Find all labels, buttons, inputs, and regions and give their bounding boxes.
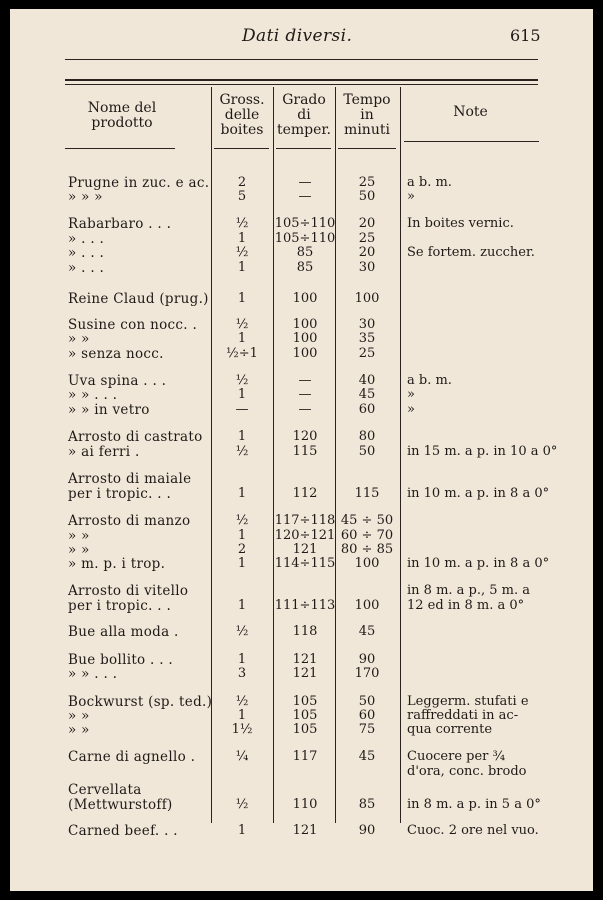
product-name: (Mettwurstoff) <box>68 797 173 813</box>
boite-size: ½ <box>235 513 249 528</box>
time-minutes: 20 <box>358 216 376 231</box>
note: Se fortem. zuccher. <box>407 245 535 260</box>
time-minutes: 100 <box>354 556 380 571</box>
temperature: 105÷110 <box>274 231 336 246</box>
boite-size: 1 <box>237 708 247 723</box>
time-minutes: 80 ÷ 85 <box>340 542 394 557</box>
temperature: 121 <box>292 652 318 667</box>
page-number: 615 <box>510 26 541 45</box>
product-name: Arrosto di vitello <box>68 583 189 599</box>
product-name: Reine Claud (prug.) <box>68 291 209 307</box>
product-name: per i tropic. . . <box>68 598 172 614</box>
time-minutes: 50 <box>358 694 376 709</box>
time-minutes: 45 ÷ 50 <box>340 513 394 528</box>
time-minutes: 60 <box>358 402 376 417</box>
temperature: 121 <box>292 666 318 681</box>
product-name: » » » <box>68 189 103 205</box>
product-name: Rabarbaro . . . <box>68 216 172 232</box>
boite-size: ½ <box>235 373 249 388</box>
time-minutes: 25 <box>358 175 376 190</box>
boite-size: 1 <box>237 429 247 444</box>
temperature: 100 <box>292 317 318 332</box>
boite-size: ½ <box>235 624 249 639</box>
note: 12 ed in 8 m. a 0° <box>407 598 525 613</box>
boite-size: ½ <box>235 797 249 812</box>
time-minutes: 90 <box>358 823 376 838</box>
header-temp: Grado di temper. <box>276 92 332 138</box>
note: a b. m. <box>407 373 452 388</box>
boite-size: 2 <box>237 175 247 190</box>
temperature: — <box>298 387 312 402</box>
boite-size: 1 <box>237 331 247 346</box>
time-minutes: 100 <box>354 291 380 306</box>
boite-size: 1 <box>237 823 247 838</box>
boite-size: 5 <box>237 189 247 204</box>
boite-size: ¼ <box>235 749 249 764</box>
note: in 10 m. a p. in 8 a 0° <box>407 486 550 501</box>
note: Leggerm. stufati e <box>407 694 529 709</box>
note: d'ora, conc. brodo <box>407 764 527 779</box>
product-name: Carned beef. . . <box>68 823 178 839</box>
temperature: — <box>298 373 312 388</box>
time-minutes: 60 ÷ 70 <box>340 528 394 543</box>
product-name: Arrosto di castrato <box>68 429 203 445</box>
product-name: » senza nocc. <box>68 346 164 362</box>
time-minutes: 60 <box>358 708 376 723</box>
temperature: 121 <box>292 542 318 557</box>
note: » <box>407 189 415 204</box>
boite-size: ½ <box>235 444 249 459</box>
product-name: Bue bollito . . . <box>68 652 174 668</box>
temperature: — <box>298 189 312 204</box>
product-name: Carne di agnello . <box>68 749 196 765</box>
boite-size: 1½ <box>231 722 253 737</box>
product-name: » » . . . <box>68 666 118 682</box>
temperature: 115 <box>292 444 318 459</box>
temperature: 110 <box>292 797 318 812</box>
temperature: 121 <box>292 823 318 838</box>
product-name: » » in vetro <box>68 402 150 418</box>
note: raffreddati in ac- <box>407 708 519 723</box>
time-minutes: 170 <box>354 666 380 681</box>
temperature: 114÷115 <box>274 556 336 571</box>
time-minutes: 45 <box>358 749 376 764</box>
boite-size: ½ <box>235 694 249 709</box>
temperature: 112 <box>292 486 318 501</box>
product-name: » . . . <box>68 260 105 276</box>
boite-size: 1 <box>237 387 247 402</box>
time-minutes: 20 <box>358 245 376 260</box>
time-minutes: 100 <box>354 598 380 613</box>
product-name: » » . . . <box>68 387 118 403</box>
product-name: Bockwurst (sp. ted.) <box>68 694 213 710</box>
boite-size: 1 <box>237 231 247 246</box>
boite-size: 3 <box>237 666 247 681</box>
product-name: » m. p. i trop. <box>68 556 166 572</box>
temperature: 120÷121 <box>274 528 336 543</box>
boite-size: 1 <box>237 260 247 275</box>
book-page <box>10 9 593 891</box>
header-underline <box>65 148 175 149</box>
temperature: 100 <box>292 331 318 346</box>
temperature: 100 <box>292 291 318 306</box>
product-name: Arrosto di maiale <box>68 471 192 487</box>
boite-size: — <box>235 402 249 417</box>
product-name: » » <box>68 708 90 724</box>
product-name: » » <box>68 331 90 347</box>
header-rule-thin <box>65 59 538 60</box>
product-name: Uva spina . . . <box>68 373 167 389</box>
header-notes: Note <box>453 104 488 120</box>
temperature: 118 <box>292 624 318 639</box>
note: a b. m. <box>407 175 452 190</box>
header-underline <box>214 148 269 149</box>
time-minutes: 45 <box>358 387 376 402</box>
column-divider <box>211 87 212 823</box>
temperature: — <box>298 402 312 417</box>
note: Cuoc. 2 ore nel vuo. <box>407 823 539 838</box>
boite-size: 1 <box>237 652 247 667</box>
boite-size: ½ <box>235 245 249 260</box>
note: in 8 m. a p. in 5 a 0° <box>407 797 541 812</box>
boite-size: 2 <box>237 542 247 557</box>
header-underline <box>404 141 539 142</box>
time-minutes: 50 <box>358 189 376 204</box>
time-minutes: 80 <box>358 429 376 444</box>
time-minutes: 85 <box>358 797 376 812</box>
header-time: Tempo in minuti <box>343 92 391 138</box>
time-minutes: 25 <box>358 346 376 361</box>
product-name: Bue alla moda . <box>68 624 179 640</box>
temperature: 85 <box>296 260 314 275</box>
time-minutes: 30 <box>358 317 376 332</box>
note: In boites vernic. <box>407 216 514 231</box>
column-divider <box>400 87 401 823</box>
temperature: 105 <box>292 694 318 709</box>
boite-size: 1 <box>237 291 247 306</box>
temperature: 120 <box>292 429 318 444</box>
product-name: » . . . <box>68 231 105 247</box>
product-name: per i tropic. . . <box>68 486 172 502</box>
time-minutes: 35 <box>358 331 376 346</box>
table-top-rule-inner <box>65 84 538 85</box>
running-head: Dati diversi. <box>242 26 353 46</box>
note: Cuocere per ¾ <box>407 749 506 764</box>
time-minutes: 30 <box>358 260 376 275</box>
product-name: Arrosto di manzo <box>68 513 191 529</box>
product-name: » . . . <box>68 245 105 261</box>
boite-size: 1 <box>237 556 247 571</box>
time-minutes: 45 <box>358 624 376 639</box>
temperature: 100 <box>292 346 318 361</box>
boite-size: ½ <box>235 216 249 231</box>
boite-size: 1 <box>237 528 247 543</box>
time-minutes: 90 <box>358 652 376 667</box>
header-name: Nome del prodotto <box>87 100 157 131</box>
product-name: » » <box>68 722 90 738</box>
temperature: 105 <box>292 708 318 723</box>
time-minutes: 115 <box>354 486 380 501</box>
note: in 15 m. a p. in 10 a 0° <box>407 444 558 459</box>
temperature: — <box>298 175 312 190</box>
time-minutes: 40 <box>358 373 376 388</box>
table-top-rule <box>65 79 538 81</box>
header-size: Gross. delle boites <box>219 92 265 138</box>
boite-size: ½ <box>235 317 249 332</box>
note: » <box>407 387 415 402</box>
header-underline <box>276 148 331 149</box>
boite-size: 1 <box>237 598 247 613</box>
time-minutes: 25 <box>358 231 376 246</box>
time-minutes: 50 <box>358 444 376 459</box>
temperature: 117 <box>292 749 318 764</box>
product-name: » ai ferri . <box>68 444 140 460</box>
note: in 10 m. a p. in 8 a 0° <box>407 556 550 571</box>
boite-size: ½÷1 <box>226 346 258 361</box>
product-name: Cervellata <box>68 782 142 798</box>
product-name: Prugne in zuc. e ac. <box>68 175 210 191</box>
product-name: » » <box>68 528 90 544</box>
product-name: Susine con nocc. . <box>68 317 198 333</box>
note: qua corrente <box>407 722 493 737</box>
product-name: » » <box>68 542 90 558</box>
header-underline <box>338 148 396 149</box>
temperature: 117÷118 <box>274 513 336 528</box>
time-minutes: 75 <box>358 722 376 737</box>
boite-size: 1 <box>237 486 247 501</box>
note: » <box>407 402 415 417</box>
temperature: 85 <box>296 245 314 260</box>
note: in 8 m. a p., 5 m. a <box>407 583 531 598</box>
temperature: 111÷113 <box>274 598 336 613</box>
temperature: 105÷110 <box>274 216 336 231</box>
temperature: 105 <box>292 722 318 737</box>
